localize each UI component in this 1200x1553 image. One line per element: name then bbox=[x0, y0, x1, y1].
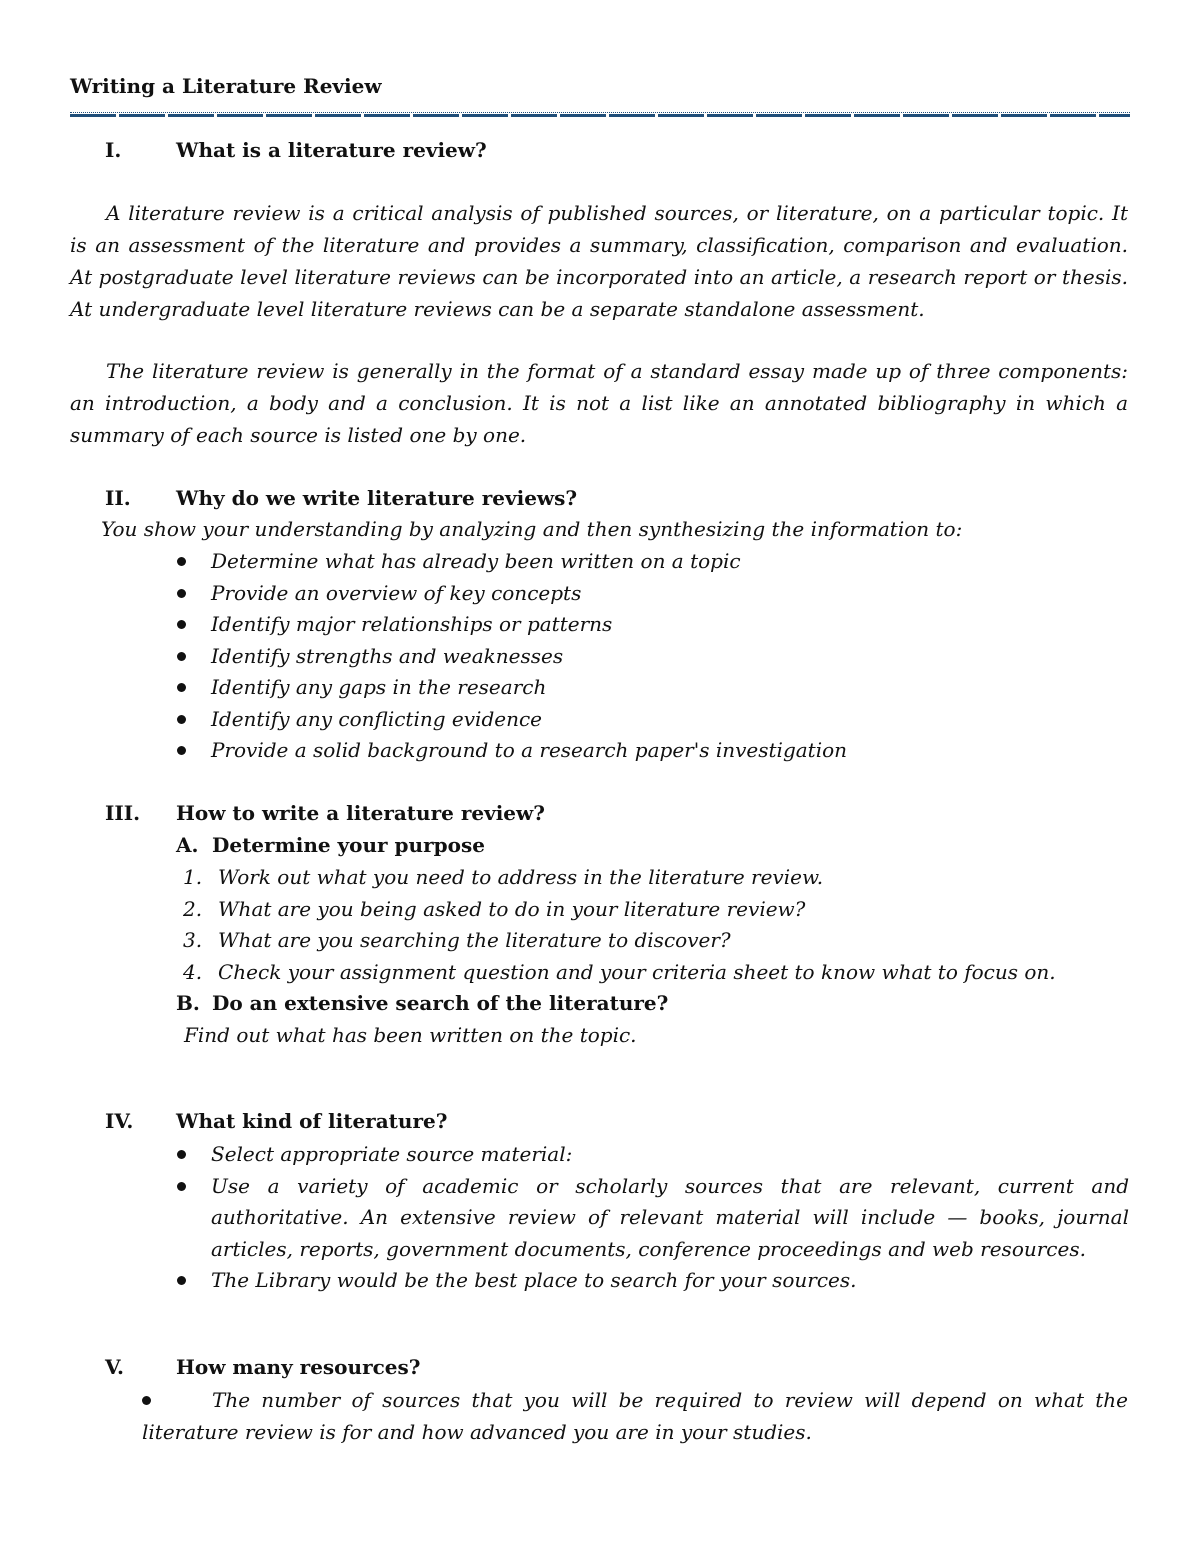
bullet-icon bbox=[177, 1150, 186, 1159]
subsection-a-title: Determine your purpose bbox=[212, 833, 485, 857]
section-4-title: What kind of literature? bbox=[176, 1109, 448, 1133]
document-title: Writing a Literature Review bbox=[70, 74, 382, 98]
subsection-b-letter: B. bbox=[176, 991, 200, 1015]
bullet-icon bbox=[177, 620, 186, 629]
title-divider bbox=[70, 112, 1130, 117]
list-item: Provide an overview of key concepts bbox=[211, 578, 581, 610]
bullet-icon bbox=[142, 1396, 151, 1405]
subsection-a-letter: A. bbox=[176, 833, 199, 857]
subsection-b-text: Find out what has been written on the topic. bbox=[184, 1023, 637, 1047]
bullet-icon bbox=[177, 1276, 186, 1285]
bullet-icon bbox=[177, 557, 186, 566]
list-item: Identify strengths and weaknesses bbox=[211, 641, 563, 673]
subsection-b-heading bbox=[176, 989, 668, 1017]
bullet-icon bbox=[177, 683, 186, 692]
section-2-intro: You show your understanding by analyzing and then synthesizing the information to: bbox=[101, 517, 963, 541]
bullet-icon bbox=[177, 652, 186, 661]
section-3-number: III. bbox=[105, 801, 141, 825]
list-item: Identify major relationships or patterns bbox=[211, 609, 612, 641]
list-item: Use a variety of academic or scholarly sources that are relevant, current and authoritative. An extensive review of relevant material will include — books, journal articles, reports, government documents, conference proceedings and web resources. bbox=[211, 1171, 1129, 1266]
bullet-icon bbox=[177, 1182, 186, 1191]
list-item: Provide a solid background to a research paper's investigation bbox=[211, 735, 847, 767]
section-2-number: II. bbox=[105, 486, 131, 510]
section-3-title: How to write a literature review? bbox=[176, 801, 545, 825]
section-1-number: I. bbox=[105, 138, 122, 162]
list-item: Identify any gaps in the research bbox=[211, 672, 546, 704]
list-item: The Library would be the best place to search for your sources. bbox=[211, 1265, 856, 1297]
bullet-icon bbox=[177, 589, 186, 598]
section-1-paragraph-1: A literature review is a critical analysis of published sources, or literature, on a particular topic. It is an assessment of the literature and provides a summary, classification, comparison and evaluation. At postgraduate level literature reviews can be incorporated into an article, a research report or thesis. At undergraduate level literature reviews can be a separate standalone assessment. bbox=[70, 201, 1128, 321]
bullet-icon bbox=[177, 746, 186, 755]
bullet-icon bbox=[177, 715, 186, 724]
section-2-title: Why do we write literature reviews? bbox=[176, 486, 578, 510]
list-item: Select appropriate source material: bbox=[211, 1139, 572, 1171]
section-4-number: IV. bbox=[105, 1109, 134, 1133]
section-5-number: V. bbox=[105, 1355, 124, 1379]
section-5-title: How many resources? bbox=[176, 1355, 421, 1379]
document-page: Writing a Literature Review I. What is a literature review? A literature review is a critical analysis of published sources, or literature, on a particular topic. It is an assessment of the literature and provides a summary, classification, comparison and evaluation. At postgraduate level literature reviews can be incorporated into an article, a research report or thesis. At undergraduate level literature reviews can be a separate standalone assessment. The literature review is generally in the format of a standard essay made up of three components: an introduction, a body and a conclusion. It is not a list like an annotated bibliography in which a summary of each source is listed one by one. II. Why do we write literature reviews? You show your understanding by analyzing and then synthesizing the information to: Determine what has already been written on a topic Provide an overview of key concepts Identify major relationships or patterns Identify strengths and weaknesses Identify any gaps in the research Identify any conflicting evidence Provide a solid background to a research paper's investigation III. How to write a literature review? A. Determine your purpose 1. Work out what you need to address in the literature review. 2. What are you being asked to do in your literature review? 3. What are you searching the literature to discover? 4. Check your assignment question and your criteria sheet to know what to focus on. B. Do an extensive search of the literature? Find out what has been written on the topic. IV. What kind of literature? Select appropriate source material: Use a variety of academic or scholarly sources that are relevant, current and authoritative. An extensive review of relevant material will include — books, journal articles, reports, government documents, conference proceedings and web resources. The Library would be the best place to search for your sources. V. How many resources? The number of sources that you will be required to review will depend on what the literature review is for and how advanced you are in your studies. bbox=[0, 0, 1200, 1553]
subsection-b-title: Do an extensive search of the literature? bbox=[212, 991, 669, 1015]
list-item: The number of sources that you will be required to review will depend on what the literature review is for and how advanced you are in your studies. bbox=[142, 1388, 1128, 1444]
subsection-a-heading bbox=[176, 831, 485, 859]
list-item: Identify any conflicting evidence bbox=[211, 704, 542, 736]
section-1-title: What is a literature review? bbox=[176, 138, 487, 162]
section-1-paragraph-2: The literature review is generally in the format of a standard essay made up of three components: an introduction, a body and a conclusion. It is not a list like an annotated bibliography in which a summary of each source is listed one by one. bbox=[70, 359, 1128, 447]
list-item: Determine what has already been written on a topic bbox=[211, 546, 741, 578]
